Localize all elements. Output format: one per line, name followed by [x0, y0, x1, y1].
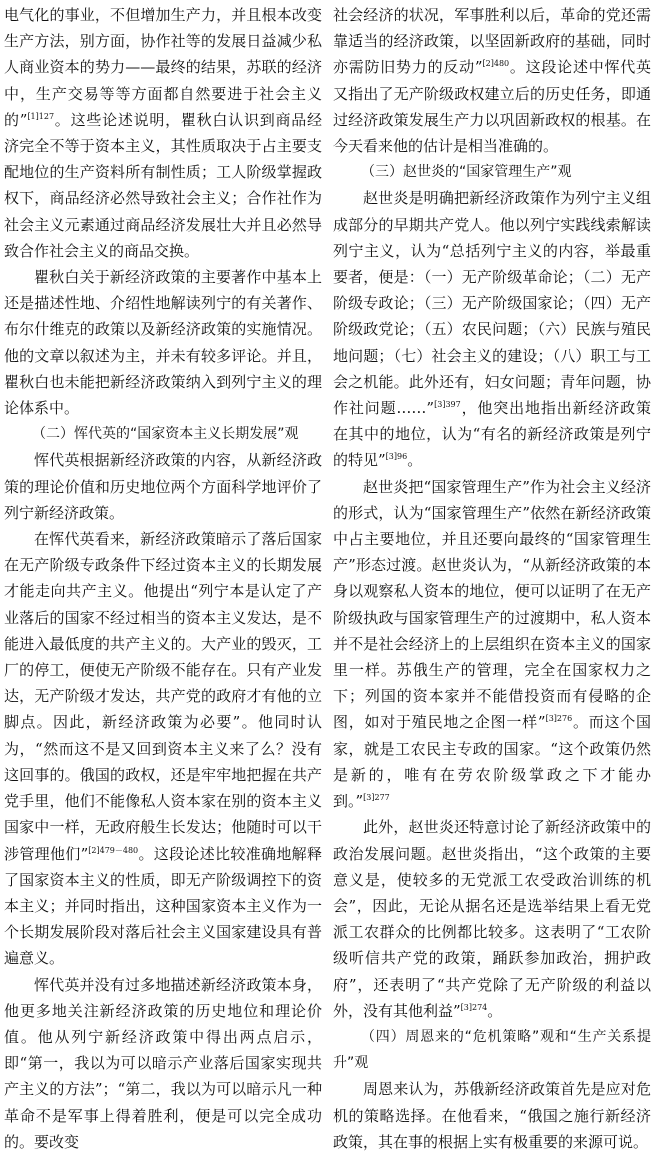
paragraph: 在恽代英看来，新经济政策暗示了落后国家在无产阶级专政条件下经过资本主义的长期发展才能走向共产主义。他提出“列宁本是认定了产业落后的国家不经过相当的资本主义发达，是不能进入最低度的共产主义的。大产业的毁灭，工厂的停工，便使无产阶级不能存在。只有产业发达，无产阶级才发达，共产党的政府才有他的立脚点。因此，新经济政策为必要”。他同时认为，“然而这不是又回到资本主义来了么？没有这回事的。俄国的政权，还是牢牢地把握在共产党手里，他们不能像私人资本家在别的资本主义国家中一样，无政府般生长发达；他随时可以干涉管理他们”$^{[2]479-480}$。这段论述比较准确地解释了国家资本主义的性质，即无产阶级调控下的资本主义；并同时指出，这种国家资本主义作为一个长期发展阶段对落后社会主义国家建设具有普遍意义。 [4, 530, 322, 968]
citation: [2]479－480 [88, 845, 139, 855]
section-heading: （二）恽代英的“国家资本主义长期发展”观 [32, 426, 299, 443]
paragraph: 周恩来认为，苏俄新经济政策首先是应对危机的策略选择。在他看来，“俄国之施行新经济政策，其在事的根据上实有极重要的来源可说。 [333, 1080, 651, 1151]
citation: [3]96 [385, 452, 408, 462]
paragraph: 赵世炎是明确把新经济政策作为列宁主义组成部分的早期共产党人。他以列宁实践线索解读列宁主义，认为“总括列宁主义的内容，举最重要者，便是：（一）无产阶级革命论；（二）无产阶级专政论；（三）无产阶级国家论；（四）无产阶级政党论；（五）农民问题；（六）民族与殖民地问题；（七）社会主义的建设；（八）职工与工会之机能。此外还有，妇女问题；青年问题，协作社问题……”$^{[3]397}$，他突出地指出新经济政策在其中的地位，认为“有名的新经济政策是列宁的特见”$^{[3]96}$。 [333, 189, 651, 470]
paragraph: 此外，赵世炎还特意讨论了新经济政策中的政治发展问题。赵世炎指出，“这个政策的主要意义是，使较多的无党派工农受政治训练的机会”，因此，无论从据名还是选举结果上看无党派工农群众的比例都比较多。这表明了“工农阶级听信共产党的政策，踊跃参加政治，拥护政府”，还表明了“共产党除了无产阶级的利益以外，没有其他利益”$^{[3]274}$。 [333, 818, 651, 1020]
citation: [2]480 [482, 59, 510, 69]
paragraph: 电气化的事业，不但增加生产力，并且根本改变生产方法，别方面，协作社等的发展日益减少私人商业资本的势力——最终的结果，苏联的经济中，生产交易等等方面都自然要进于社会主义的”$^{[1]127}$。这些论述说明，瞿秋白认识到商品经济完全不等于资本主义，其性质取决于占主要支配地位的生产资料所有制性质；工人阶级掌握政权下，商品经济必然导致社会主义；合作社作为社会主义元素通过商品经济发展壮大并且必然导致合作社会主义的商品交换。 [4, 6, 322, 260]
citation: [3]274 [460, 1002, 488, 1012]
citation: [3]397 [434, 400, 461, 410]
paragraph: 恽代英根据新经济政策的内容，从新经济政策的理论价值和历史地位两个方面科学地评价了列宁新经济政策。 [4, 451, 322, 522]
paragraph: 恽代英并没有过多地描述新经济政策本身，他更多地关注新经济政策的历史地位和理论价值。他从列宁新经济政策中得出两点启示，即“第一，我以为可以暗示产业落后国家实现共产主义的方法”；“第二，我以为可以暗示凡一种革命不是军事上得着胜利，便是可以完全成功的。要改变 [4, 975, 322, 1151]
left-column [4, 2, 322, 1151]
citation: [3]277 [363, 793, 390, 803]
section-heading: （四）周恩来的“危机策略”观和“生产关系提升”观 [333, 1028, 651, 1072]
section-heading: （三）赵世炎的“国家管理生产”观 [361, 164, 572, 181]
right-column [333, 2, 651, 1151]
paragraph: 瞿秋白关于新经济政策的主要著作中基本上还是描述性地、介绍性地解读列宁的有关著作、布尔什维克的政策以及新经济政策的实施情况。他的文章以叙述为主，并未有较多评论。并且，瞿秋白也未能把新经济政策纳入到列宁主义的理论体系中。 [4, 268, 322, 418]
citation: [1]127 [27, 111, 55, 121]
paragraph: 社会经济的状况，军事胜利以后，革命的党还需靠适当的经济政策，以坚固新政府的基础，同时亦需防旧势力的反动”$^{[2]480}$。这段论述中恽代英又指出了无产阶级政权建立后的历史任务，即通过经济政策发展生产力以巩固新政权的根基。在今天看来他的估计是相当准确的。 [333, 6, 651, 156]
paragraph: 赵世炎把“国家管理生产”作为社会主义经济的形式，认为“国家管理生产”依然在新经济政策中占主要地位，并且还要向最终的“国家管理生产”形态过渡。赵世炎认为，“从新经济政策的本身以观察私人资本的地位，便可以证明了在无产阶级执政与国家管理生产的过渡期中，私人资本并不是社会经济上的上层组织在资本主义的国家里一样。苏俄生产的管理，完全在国家权力之下；列国的资本家并不能借投资而有侵略的企图，如对于殖民地之企图一样”$^{[3]276}$。而这个国家，就是工农民主专政的国家。“这个政策仍然是新的，唯有在劳农阶级掌政之下才能办到。”$^{[3]277}$ [333, 477, 651, 811]
citation: [3]276 [545, 714, 573, 724]
